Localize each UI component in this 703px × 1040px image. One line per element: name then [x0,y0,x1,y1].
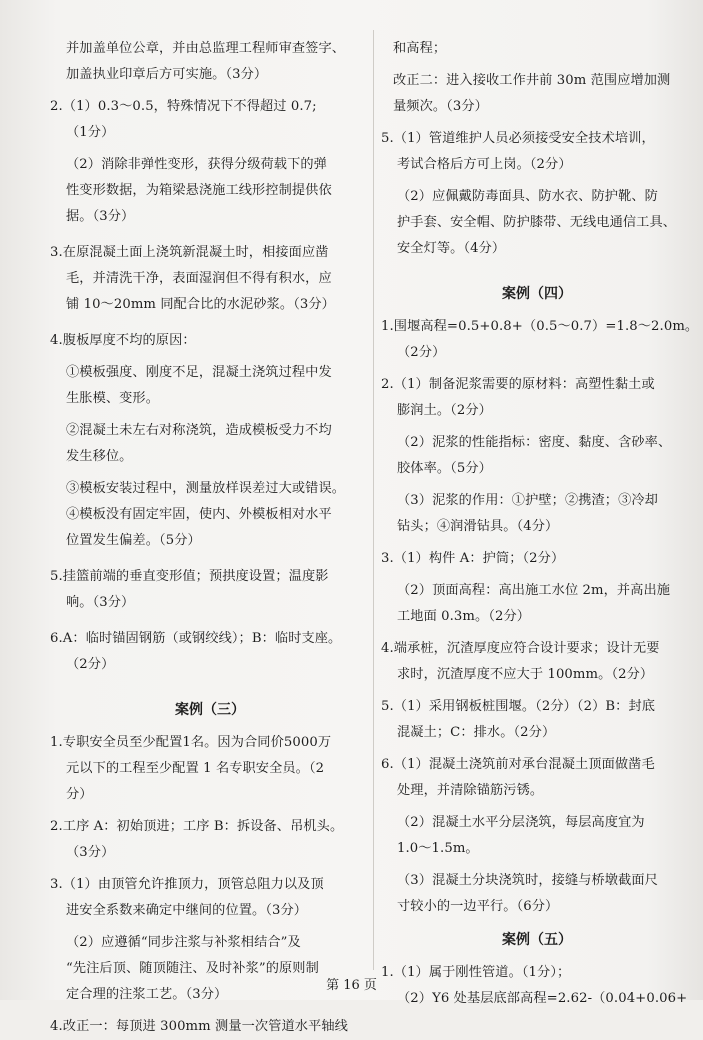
spacer [50,554,370,564]
text-line: 进安全系数来确定中继间的位置。（3分） [66,903,308,918]
text-line: 发生移位。 [66,449,133,464]
text-line: 铺 10～20mm 同配合比的水泥砂浆。（3分） [66,297,335,312]
text-line: “先注后顶、随顶随注、及时补浆”的原则制 [66,961,319,976]
text-line: 据。（3分） [66,209,135,224]
text-line: 工地面 0.3m。（2分） [397,609,531,624]
text-line: ④模板没有固定牢固，使内、外模板相对水平 [66,507,332,522]
case-heading: 案例（三） [175,702,245,718]
text-line: 3.在原混凝土面上浇筑新混凝土时，相接面应凿 [50,245,329,260]
text-line: ①模板强度、刚度不足，混凝土浇筑过程中发 [66,365,332,380]
text-line: 膨润土。（2分） [397,403,492,418]
spacer [50,230,370,240]
text-line: 分） [66,787,93,802]
text-line: 量频次。（3分） [393,99,488,114]
text-line: 3.（1）由顶管允许推顶力，顶管总阻力以及顶 [50,877,324,892]
text-line: 位置发生偏差。（5分） [66,533,201,548]
case-heading: 案例（五） [502,932,572,948]
spacer [50,678,370,696]
text-line: （1分） [66,125,115,140]
text-line: 6.A：临时锚固钢筋（或钢绞线）；B：临时支座。 [50,631,342,646]
text-line: 1.0～1.5m。 [397,841,479,856]
text-line: 5.（1）管道维护人员必须接受安全技术培训， [381,131,655,146]
text-line: 加盖执业印章后方可实施。（3分） [66,67,268,82]
text-line: ③模板安装过程中，测量放样误差过大或错误。 [66,481,346,496]
text-line: 寸较小的一边平行。（6分） [397,899,559,914]
text-line: 定合理的注浆工艺。（3分） [66,987,228,1002]
text-line: 3.（1）构件 A：护筒；（2分） [381,551,565,566]
right-column [381,36,699,1012]
text-line: （2分） [397,345,446,360]
page-number: 第 16 页 [326,978,377,993]
text-line: 护手套、安全帽、防护膝带、无线电通信工具、 [397,215,677,230]
text-line: ②混凝土未左右对称浇筑，造成模板受力不均 [66,423,332,438]
text-line: 2.（1）0.3～0.5，特殊情况下不得超过 0.7; [50,99,317,114]
text-line: （2分） [66,657,115,672]
text-line: 1.专职安全员至少配置1名。因为合同价5000万 [50,735,332,750]
text-line: 并加盖单位公章，并由总监理工程师审查签字、 [66,41,346,56]
text-line: （2）混凝土水平分层浇筑，每层高度宜为 [397,815,645,830]
spacer [50,616,370,626]
case-heading: 案例（四） [502,286,572,302]
text-line: 5.（1）采用钢板桩围堰。（2分）（2）B：封底 [381,699,656,714]
text-line: 混凝土；C：排水。（2分） [397,725,556,740]
text-line: 5.挂篮前端的垂直变形值；预拱度设置；温度影 [50,569,329,584]
text-line: 钻头；④润滑钻具。（4分） [397,519,559,534]
text-line: （3）泥浆的作用：①护壁；②携渣；③冷却 [397,493,658,508]
text-line: 安全灯等。（4分） [397,241,506,256]
spacer [50,318,370,328]
text-line: 1.（1）属于刚性管道。（1分）； [381,965,571,980]
text-line: 4.腹板厚度不均的原因： [50,333,196,348]
text-line: 2.（1）制备泥浆需要的原材料：高塑性黏土或 [381,377,655,392]
left-column [50,36,370,1040]
text-line: （2）应佩戴防毒面具、防水衣、防护靴、防 [397,189,658,204]
text-line: 2.工序 A：初始顶进；工序 B：拆设备、吊机头。 [50,819,344,834]
text-line: 处理，并清除锚筋污锈。 [397,783,544,798]
text-line: 胶体率。（5分） [397,461,492,476]
text-line: （2）应遵循“同步注浆与补浆相结合”及 [66,935,301,950]
text-line: 求时，沉渣厚度不应大于 100mm。（2分） [397,667,654,682]
text-line: 考试合格后方可上岗。（2分） [397,157,572,172]
text-line: （2）Y6 处基层底部高程=2.62-（0.04+0.06+ [397,991,688,1006]
text-line: 生胀模、变形。 [66,391,160,406]
spacer [381,262,693,280]
text-line: （3）混凝土分块浇筑时，接缝与桥墩截面尺 [397,873,658,888]
text-line: （3分） [66,845,115,860]
text-line: （2）顶面高程：高出施工水位 2m，并高出施 [397,583,671,598]
text-line: 毛，并清洗干净，表面湿润但不得有积水，应 [66,271,332,286]
text-line: 4.改正一：每顶进 300mm 测量一次管道水平轴线 [50,1019,348,1034]
text-line: 1.围堰高程=0.5+0.8+（0.5～0.7）=1.8～2.0m。 [381,319,699,334]
text-line: （2）消除非弹性变形，获得分级荷载下的弹 [66,157,327,172]
text-line: 4.端承桩，沉渣厚度应符合设计要求；设计无要 [381,641,660,656]
text-line: 元以下的工程至少配置 1 名专职安全员。（2 [66,761,325,776]
text-line: 6.（1）混凝土浇筑前对承台混凝土顶面做凿毛 [381,757,655,772]
text-line: 响。（3分） [66,595,135,610]
text-line: 性变形数据，为箱梁悬浇施工线形控制提供依 [66,183,332,198]
text-line: 改正二：进入接收工作井前 30m 范围应增加测 [393,73,671,88]
text-line: （2）泥浆的性能指标：密度、黏度、含砂率、 [397,435,672,450]
text-line: 和高程； [393,41,447,56]
column-divider [373,30,374,970]
